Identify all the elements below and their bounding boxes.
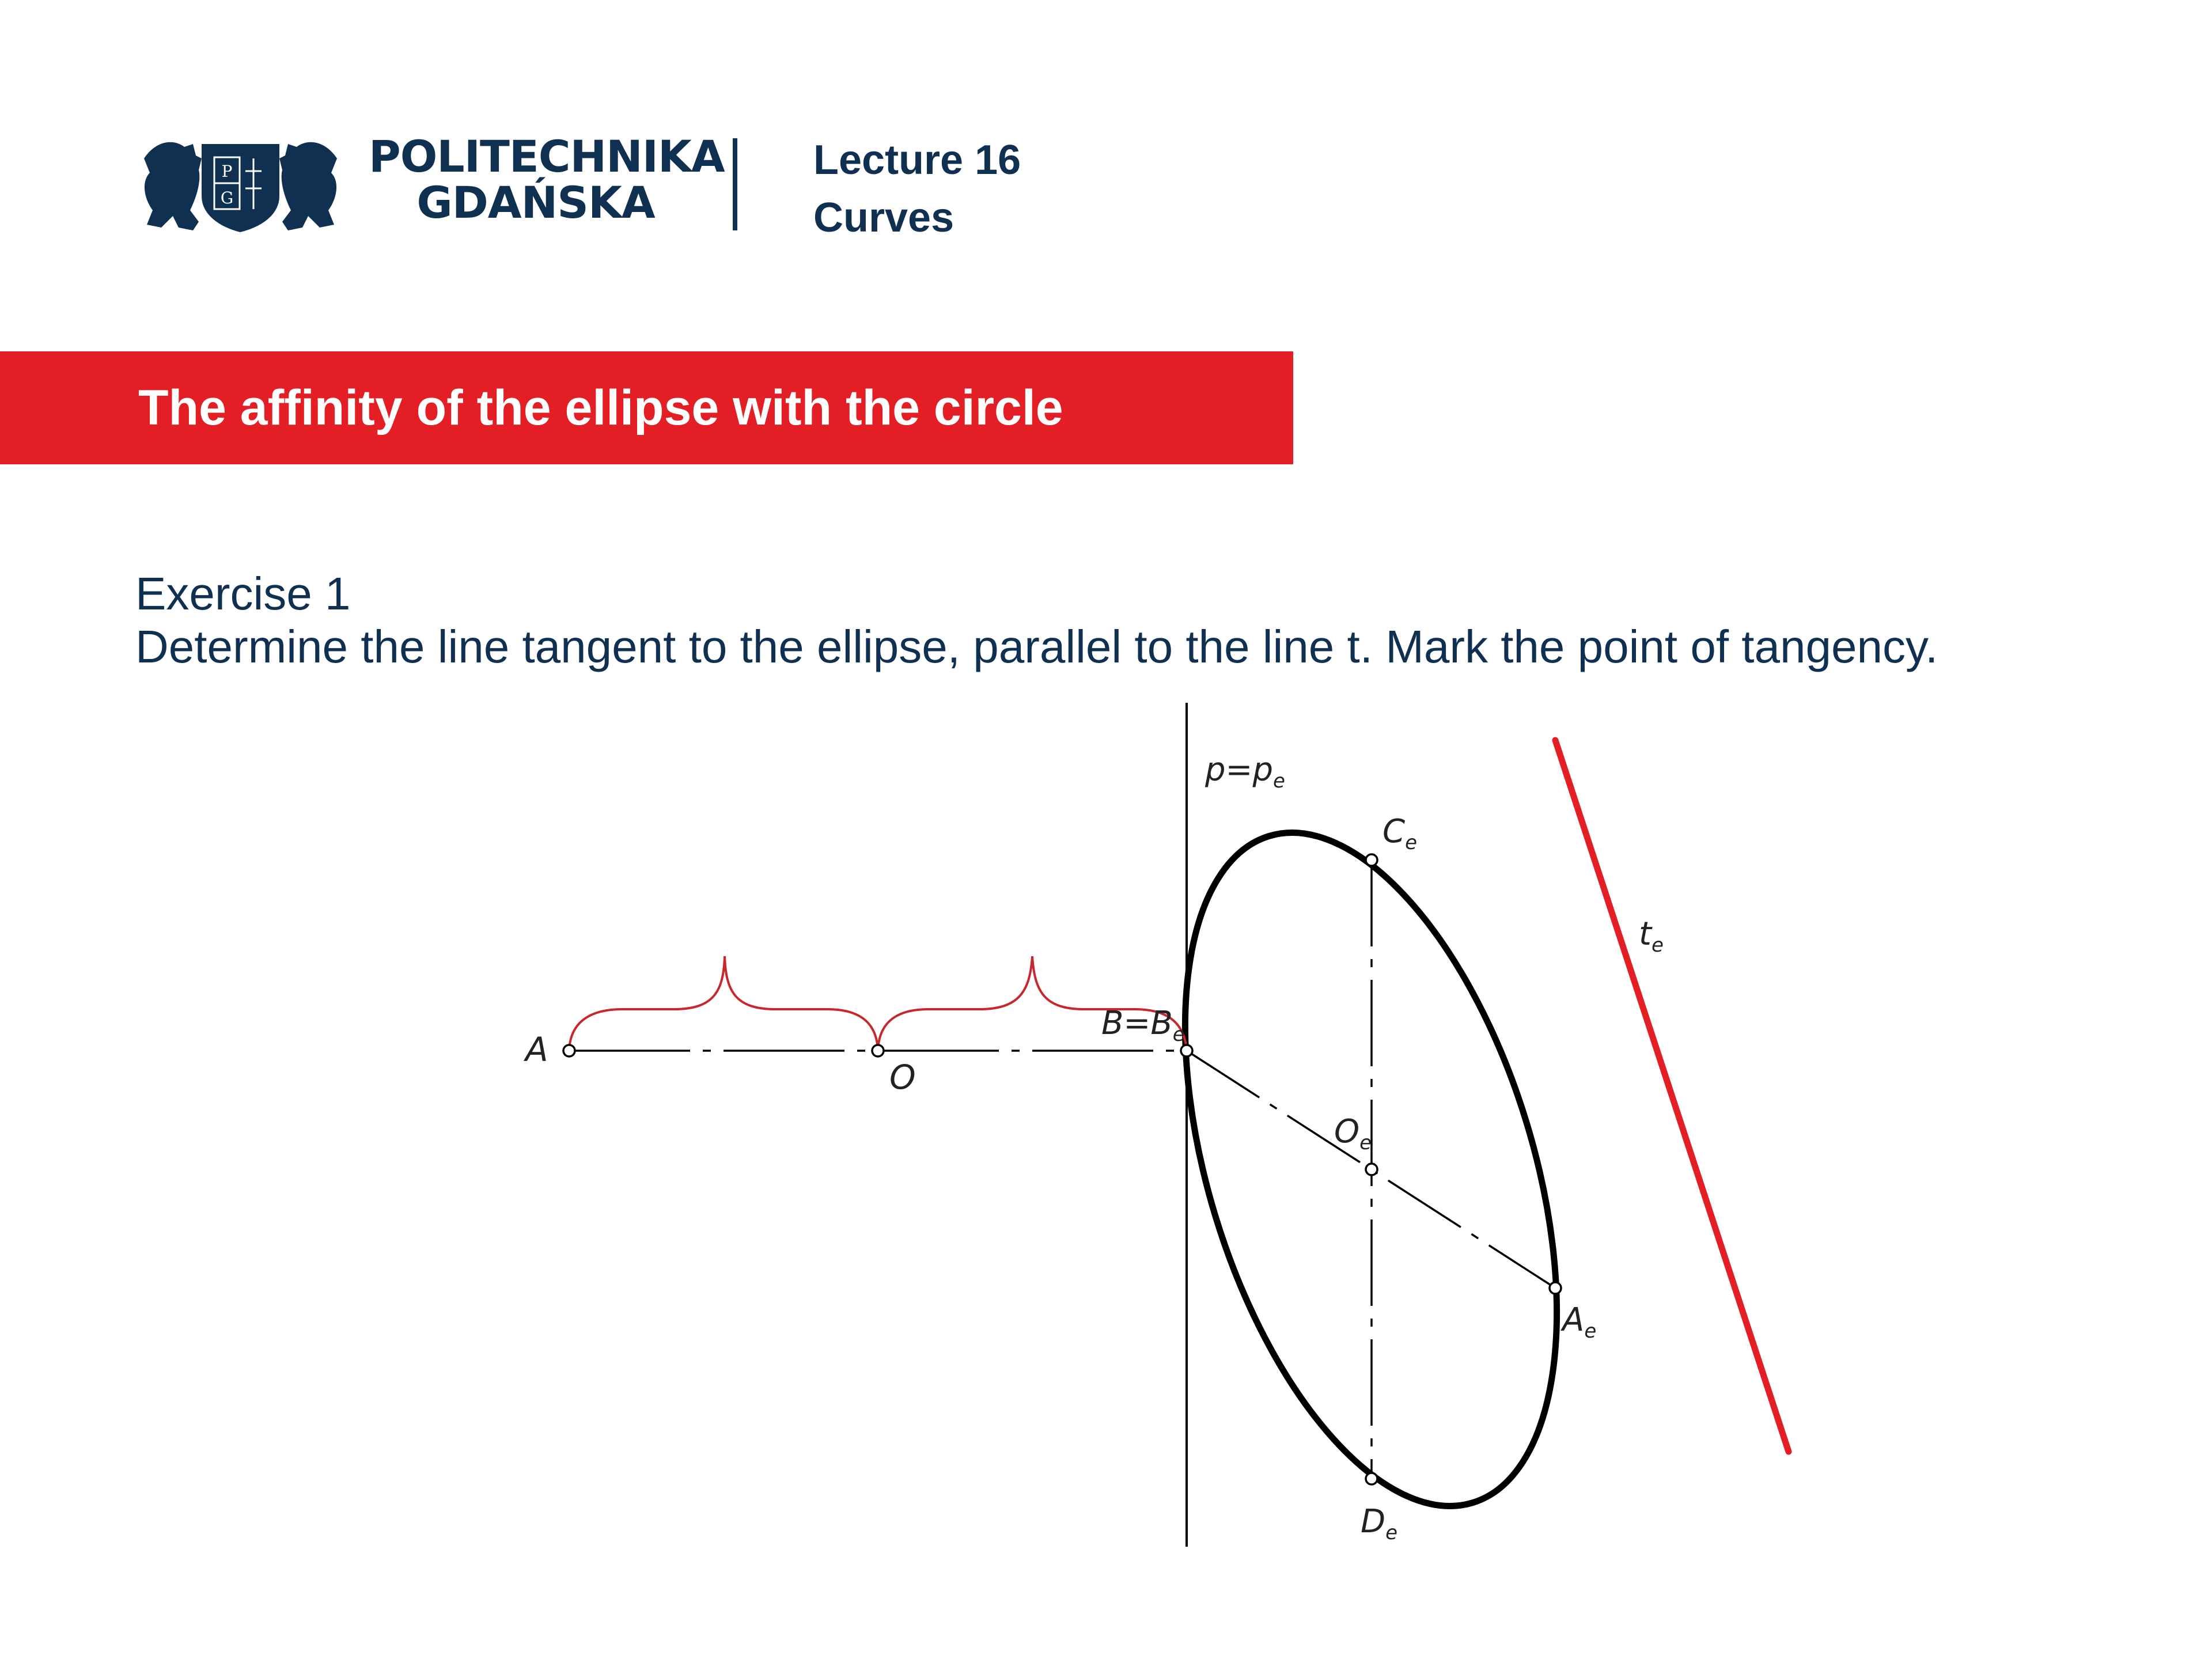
label-Oe: $O_e$ xyxy=(1334,1113,1372,1154)
point-De xyxy=(1366,1473,1377,1484)
label-A: A xyxy=(525,1030,548,1069)
point-A xyxy=(563,1045,575,1056)
label-Ae: $A_e$ xyxy=(1562,1301,1597,1343)
label-B: $B=B_e$ xyxy=(1101,1005,1185,1046)
point-Oe xyxy=(1366,1164,1377,1175)
lecture-number: Lecture 16 xyxy=(813,137,1021,183)
slide-title: The affinity of the ellipse with the circle xyxy=(138,380,1063,435)
exercise-text: Determine the line tangent to the ellipse, parallel to the line t. Mark the point of tangency. xyxy=(135,621,1938,672)
point-Be xyxy=(1181,1045,1192,1056)
university-name-line2: GDAŃSKA xyxy=(416,177,655,228)
point-Ce xyxy=(1366,854,1377,866)
line-te xyxy=(1555,740,1789,1452)
label-O: O xyxy=(889,1058,916,1097)
point-O xyxy=(872,1045,884,1056)
lecture-topic: Curves xyxy=(813,195,955,241)
exercise-heading: Exercise 1 xyxy=(135,568,351,619)
emblem-letter-p: P xyxy=(221,162,233,181)
emblem-letter-g: G xyxy=(220,188,234,207)
point-Ae xyxy=(1550,1282,1561,1294)
label-Ce: $C_e$ xyxy=(1382,813,1418,854)
university-name-line1: POLITECHNIKA xyxy=(369,131,725,182)
label-De: $D_e$ xyxy=(1361,1503,1398,1544)
label-te: $t_e$ xyxy=(1639,915,1664,957)
label-axis: $p=p_e$ xyxy=(1205,751,1285,793)
brace-AO xyxy=(569,956,878,1051)
